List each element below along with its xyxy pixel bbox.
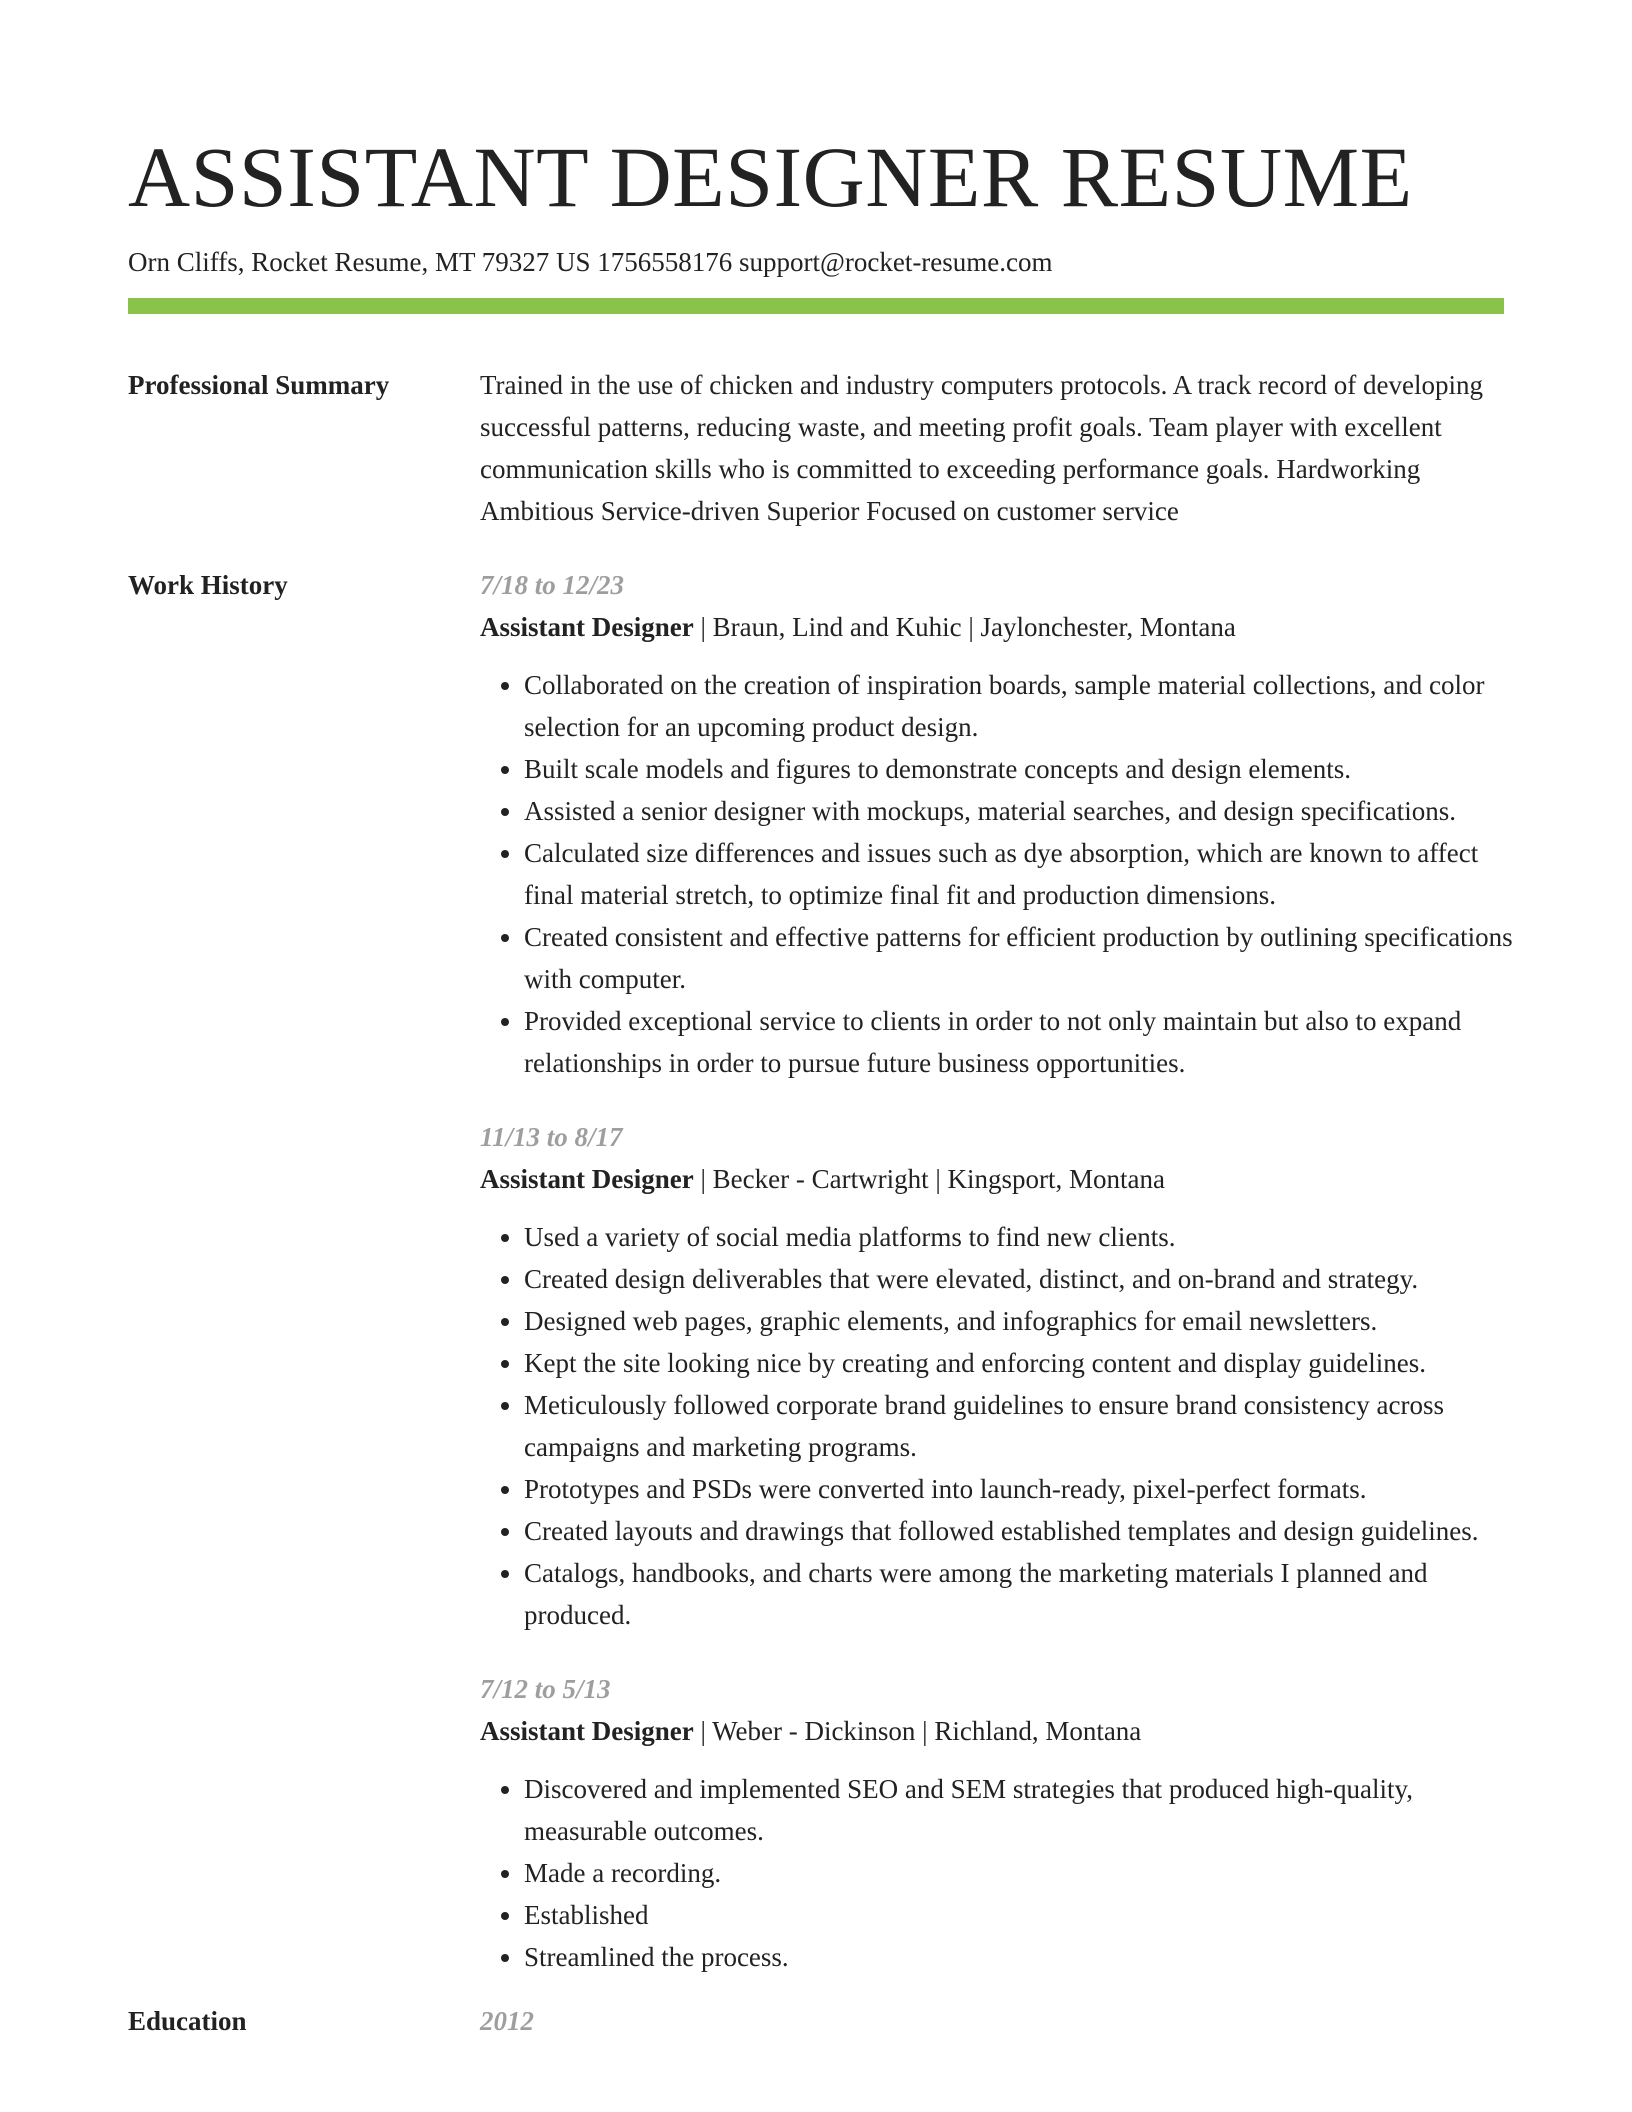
education-body [480,2000,1504,2042]
section-label-work-history: Work History [128,570,288,601]
summary-body [480,364,1504,532]
job-heading [480,1158,1524,1200]
job-title: Assistant Designer [480,1716,694,1747]
list-item: • Made a recording. [524,1852,1524,1894]
job-entry-1 [480,564,1524,1084]
work-history-body [480,564,1524,1978]
job-dates: 7/18 to 12/23 [480,570,625,601]
list-item: • Designed web pages, graphic elements, and infographics for email newsletters. [524,1300,1524,1342]
list-item: • Created consistent and effective patterns for efficient production by outlining specifications with computer. [524,916,1524,1000]
job-dates: 7/12 to 5/13 [480,1674,611,1705]
page-title: ASSISTANT DESIGNER RESUME [128,129,1413,225]
list-item: • Streamlined the process. [524,1936,1524,1978]
list-item: • Created layouts and drawings that followed established templates and design guidelines. [524,1510,1524,1552]
job-details: | Becker - Cartwright | Kingsport, Montana [693,1164,1165,1195]
list-item: • Assisted a senior designer with mockups, material searches, and design specifications. [524,790,1524,832]
list-item: • Calculated size differences and issues such as dye absorption, which are known to affect final material stretch, to optimize final fit and production dimensions. [524,832,1524,916]
accent-divider [128,298,1504,314]
job-entry-2 [480,1116,1524,1636]
education-date: 2012 [480,2006,534,2037]
list-item: • Meticulously followed corporate brand guidelines to ensure brand consistency across campaigns and marketing programs. [524,1384,1524,1468]
job-entry-3 [480,1668,1524,1978]
job-title: Assistant Designer [480,1164,694,1195]
resume-page [128,118,1513,2042]
list-item: • Discovered and implemented SEO and SEM strategies that produced high-quality, measurable outcomes. [524,1768,1524,1852]
summary-text: Trained in the use of chicken and industry computers protocols. A track record of developing successful patterns, reducing waste, and meeting profit goals. Team player with excellent communication skills who is committed to exceeding performance goals. Hardworking Ambitious Service-driven Superior Focused on customer service [480,370,1484,527]
section-label-summary: Professional Summary [128,370,390,401]
job-bullets [480,1216,1524,1636]
job-details: | Weber - Dickinson | Richland, Montana [693,1716,1142,1747]
list-item: • Collaborated on the creation of inspiration boards, sample material collections, and color selection for an upcoming product design. [524,664,1524,748]
education-section [128,2000,1504,2042]
list-item: • Provided exceptional service to clients in order to not only maintain but also to expand relationships in order to pursue future business opportunities. [524,1000,1524,1084]
job-bullets [480,1768,1524,1978]
professional-summary-section [128,364,1504,532]
job-dates: 11/13 to 8/17 [480,1122,623,1153]
job-heading [480,1710,1524,1752]
contact-info: Orn Cliffs, Rocket Resume, MT 79327 US 1756558176 support@rocket-resume.com [128,247,1053,277]
job-heading [480,606,1524,648]
list-item: • Established [524,1894,1524,1936]
list-item: • Kept the site looking nice by creating and enforcing content and display guidelines. [524,1342,1524,1384]
list-item: • Used a variety of social media platforms to find new clients. [524,1216,1524,1258]
list-item: • Created design deliverables that were elevated, distinct, and on-brand and strategy. [524,1258,1524,1300]
job-title: Assistant Designer [480,612,694,643]
list-item: • Built scale models and figures to demonstrate concepts and design elements. [524,748,1524,790]
job-bullets [480,664,1524,1084]
work-history-section [128,564,1513,1978]
job-details: | Braun, Lind and Kuhic | Jaylonchester, Montana [693,612,1236,643]
section-label-education: Education [128,2006,247,2037]
list-item: • Catalogs, handbooks, and charts were among the marketing materials I planned and produced. [524,1552,1524,1636]
list-item: • Prototypes and PSDs were converted into launch-ready, pixel-perfect formats. [524,1468,1524,1510]
